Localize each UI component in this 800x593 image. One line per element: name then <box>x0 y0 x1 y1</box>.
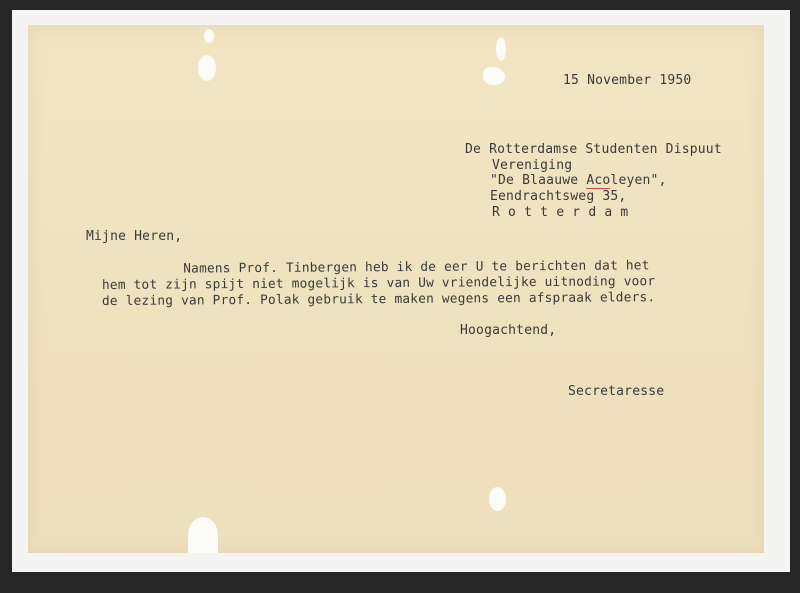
signature: Secretaresse <box>568 384 665 399</box>
salutation: Mijne Heren, <box>86 229 183 244</box>
address-line-3-underlined: Aco <box>586 173 611 188</box>
address-line-3-suffix: leyen", <box>610 173 667 188</box>
address-line-2: Vereniging <box>492 158 573 173</box>
tear-mark <box>188 517 218 553</box>
body-line-1: Namens Prof. Tinbergen heb ik de eer U te berichten dat het <box>119 258 650 277</box>
address-line-3 <box>490 173 667 189</box>
body-line-3: de lezing van Prof. Polak gebruik te maken wegens een afspraak elders. <box>101 290 656 309</box>
address-line-4: Eendrachtsweg 35, <box>490 189 627 204</box>
address-line-5: R o t t e r d a m <box>492 205 629 220</box>
tear-mark <box>496 37 506 61</box>
tear-mark <box>483 67 505 85</box>
closing: Hoogachtend, <box>460 323 557 338</box>
letter-date: 15 November 1950 <box>563 73 692 88</box>
tear-mark <box>204 29 214 43</box>
address-line-1: De Rotterdamse Studenten Dispuut <box>465 142 722 157</box>
body-line-2: hem tot zijn spijt niet mogelijk is van Uw vriendelijke uitnoding voor <box>101 274 656 293</box>
tear-mark <box>198 55 216 81</box>
address-line-3-prefix: "De Blaauwe <box>490 173 587 188</box>
tear-mark <box>489 487 506 511</box>
